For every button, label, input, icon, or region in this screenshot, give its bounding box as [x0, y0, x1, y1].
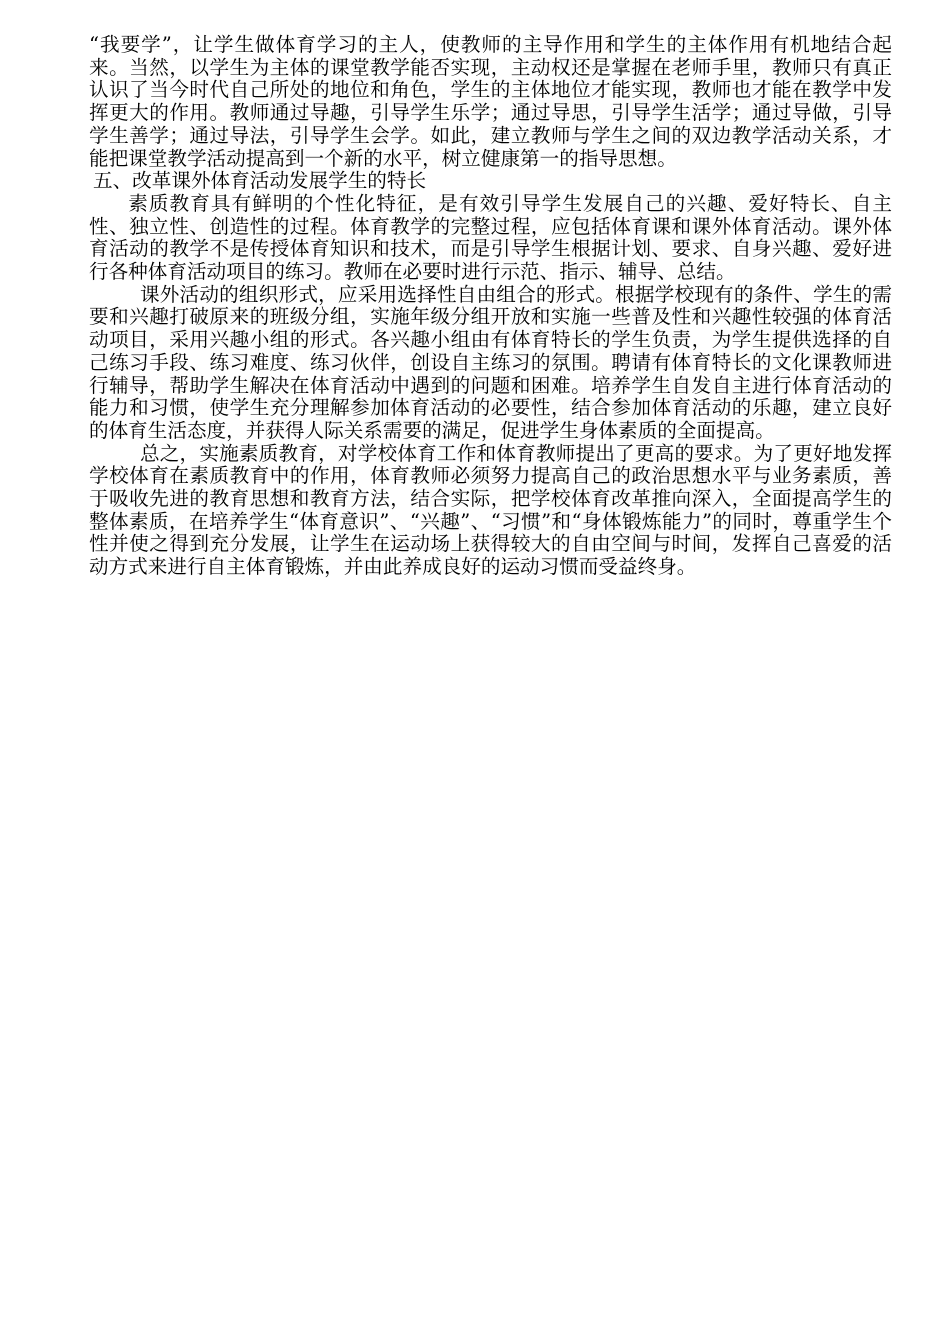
paragraph-intro-continuation: “我要学”，让学生做体育学习的主人，使教师的主导作用和学生的主体作用有机地结合起来。当然，以学生为主体的课堂教学能否实现，主动权还是掌握在老师手里，教师只有真正认识了当今时代自己所处的地位和角色，学生的主体地位才能实现，教师也才能在教学中发挥更大的作用。教师通过导趣，引导学生乐学；通过导思，引导学生活学；通过导做，引导学生善学；通过导法，引导学生会学。如此，建立教师与学生之间的双边教学活动关系，才能把课堂教学活动提高到一个新的水平，树立健康第一的指导思想。: [89, 33, 892, 170]
paragraph-conclusion: 总之，实施素质教育，对学校体育工作和体育教师提出了更高的要求。为了更好地发挥学校体育在素质教育中的作用，体育教师必须努力提高自己的政治思想水平与业务素质，善于吸收先进的教育思想和教育方法，结合实际，把学校体育改革推向深入，全面提高学生的整体素质，在培养学生“体育意识”、“兴趣”、“习惯”和“身体锻炼能力”的同时，尊重学生个性并使之得到充分发展，让学生在运动场上获得较大的自由空间与时间，发挥自己喜爱的活动方式来进行自主体育锻炼，并由此养成良好的运动习惯而受益终身。: [89, 441, 892, 579]
document-page: [89, 34, 892, 579]
paragraph-quality-education: 素质教育具有鲜明的个性化特征，是有效引导学生发展自己的兴趣、爱好特长、自主性、独立性、创造性的过程。体育教学的完整过程，应包括体育课和课外体育活动。课外体育活动的教学不是传授体育知识和技术，而是引导学生根据计划、要求、自身兴趣、爱好进行各种体育活动项目的练习。教师在必要时进行示范、指示、辅导、总结。: [89, 191, 892, 284]
paragraph-activity-organization: 课外活动的组织形式，应采用选择性自由组合的形式。根据学校现有的条件、学生的需要和兴趣打破原来的班级分组，实施年级分组开放和实施一些普及性和兴趣性较强的体育活动项目，采用兴趣小组的形式。各兴趣小组由有体育特长的学生负责，为学生提供选择的自己练习手段、练习难度、练习伙伴，创设自主练习的氛围。聘请有体育特长的文化课教师进行辅导，帮助学生解决在体育活动中遇到的问题和困难。培养学生自发自主进行体育活动的能力和习惯，使学生充分理解参加体育活动的必要性，结合参加体育活动的乐趣，建立良好的体育生活态度，并获得人际关系需要的满足，促进学生身体素质的全面提高。: [89, 282, 892, 442]
section-heading-5: 五、改革课外体育活动发展学生的特长: [93, 169, 427, 193]
